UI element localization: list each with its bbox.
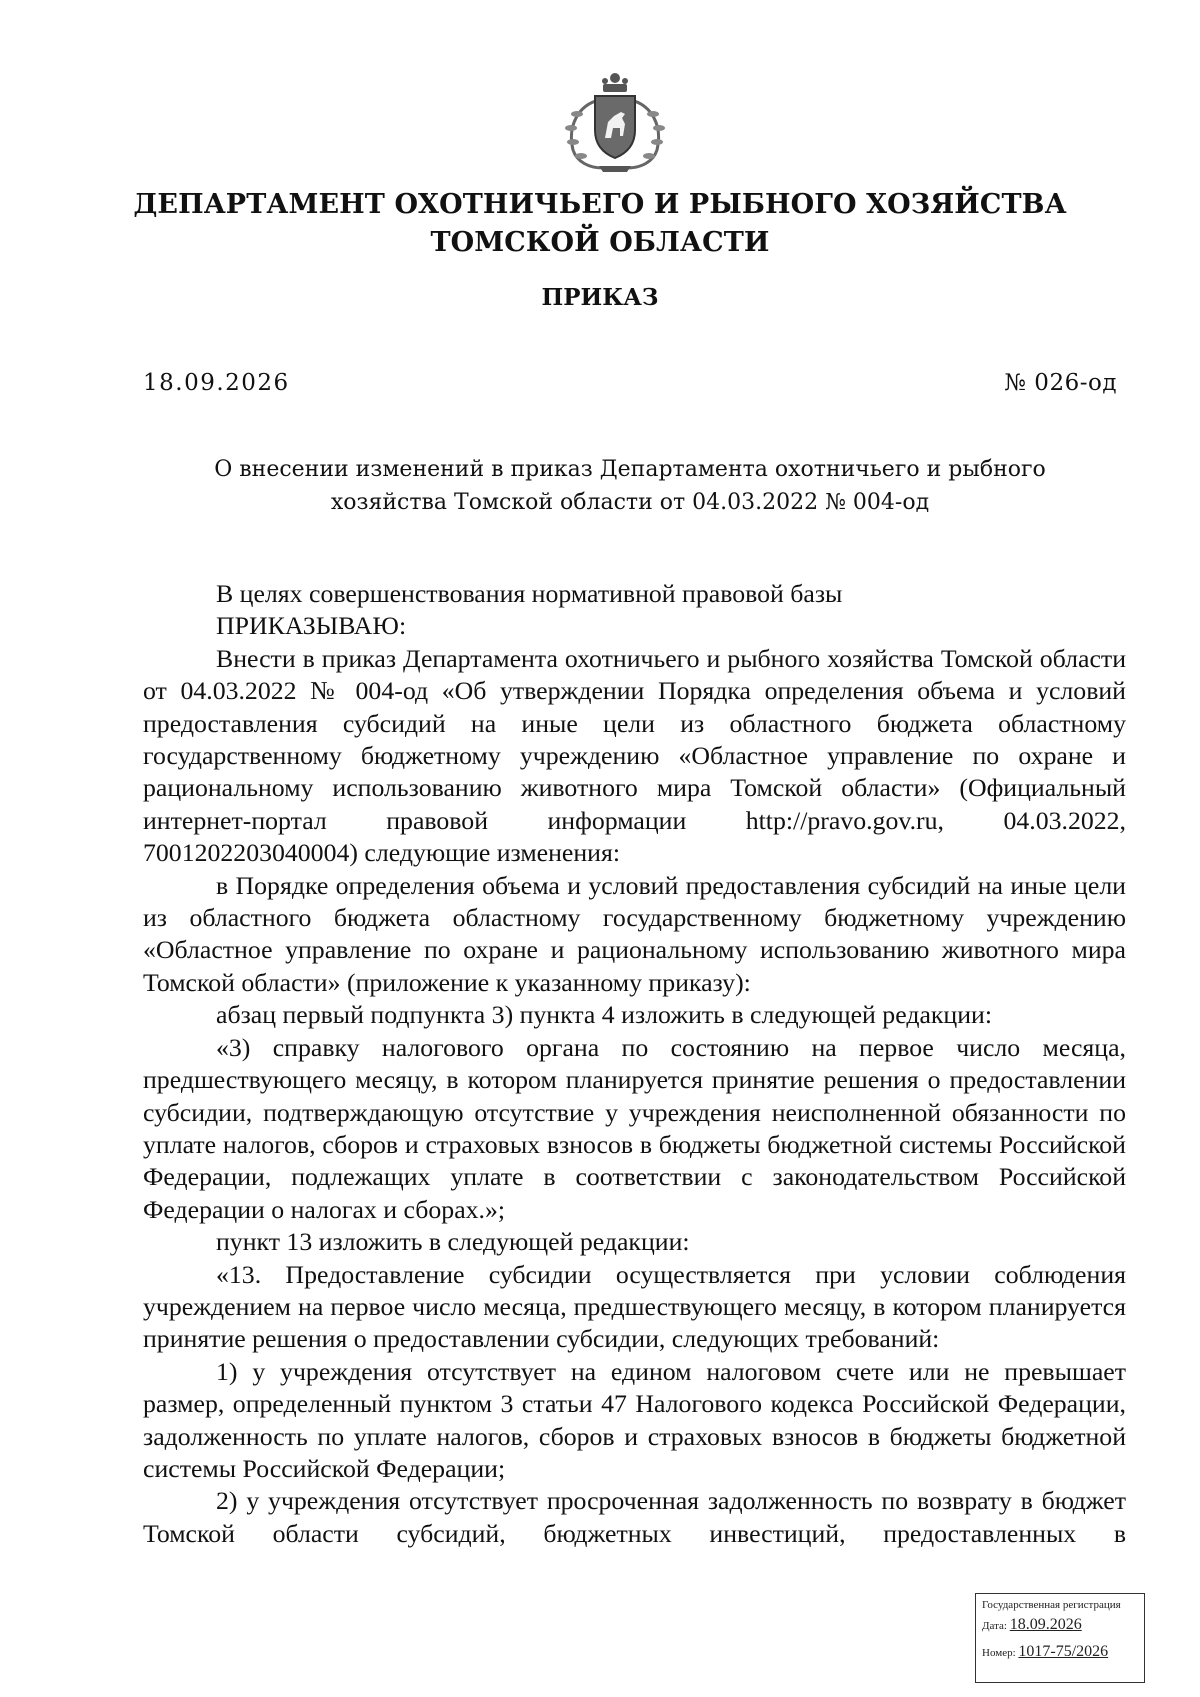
registration-number-value: 1017-75/2026 <box>1018 1643 1109 1660</box>
registration-date-row <box>982 1612 1138 1639</box>
body-paragraph-6: «13. Предоставление субсидии осуществляется при условии соблюдения учреждением на первое число месяца, предшествующего месяцу, в котором планируется принятие решения о предоставлении субсидии, следующих требований: <box>143 1259 1126 1354</box>
body-paragraph-7: 1) у учреждения отсутствует на едином налоговом счете или не превышает размер, определенный пунктом 3 статьи 47 Налогового кодекса Российской Федерации, задолженность по уплате налогов, сборов и страховых взносов в бюджеты бюджетной системы Российской Федерации; <box>143 1356 1126 1483</box>
document-number: № 026-од <box>1004 370 1117 396</box>
registration-stamp <box>975 1593 1145 1683</box>
preamble-paragraph: В целях совершенствования нормативной правовой базы <box>216 579 843 608</box>
coat-of-arms-emblem <box>559 70 671 174</box>
document-body <box>143 578 1126 1550</box>
document-subject: О внесении изменений в приказ Департамента охотничьего и рыбного хозяйства Томской области от 04.03.2022 № 004-од <box>214 457 1046 515</box>
body-paragraph-3: абзац первый подпункта 3) пункта 4 изложить в следующей редакции: <box>216 1000 993 1030</box>
registration-number-label: Номер: <box>982 1647 1016 1659</box>
document-type: ПРИКАЗ <box>541 284 659 311</box>
body-paragraph-1: Внести в приказ Департамента охотничьего и рыбного хозяйства Томской области от 04.03.2022 № 004-од «Об утверждении Порядка определения объема и условий предоставления субсидий на иные цели из областного бюджета областному государственному бюджетному учреждению «Областное управление по охране и рациональному использованию животного мира Томской области» (Официальный интернет-портал правовой информации http://pravo.gov.ru, 04.03.2022, 7001202203040004) следующие изменения: <box>143 643 1126 868</box>
body-paragraph-8: 2) у учреждения отсутствует просроченная задолженность по возврату в бюджет Томской области субсидий, бюджетных инвестиций, предоставленных в <box>143 1486 1126 1548</box>
orders-paragraph: ПРИКАЗЫВАЮ: <box>216 611 407 641</box>
department-title <box>0 186 1200 262</box>
department-title-text: ДЕПАРТАМЕНТ ОХОТНИЧЬЕГО И РЫБНОГО ХОЗЯЙСТВА ТОМСКОЙ ОБЛАСТИ <box>133 189 1067 258</box>
registration-number-row <box>982 1639 1138 1666</box>
registration-date-label: Дата: <box>982 1620 1007 1632</box>
body-paragraph-5: пункт 13 изложить в следующей редакции: <box>216 1227 690 1257</box>
body-paragraph-2: в Порядке определения объема и условий предоставления субсидий на иные цели из областного бюджета областному государственному бюджетному учреждению «Областное управление по охране и рациональному использованию животного мира Томской области» (приложение к указанному приказу): <box>143 870 1126 997</box>
registration-date-value: 18.09.2026 <box>1009 1616 1082 1633</box>
document-date: 18.09.2026 <box>143 370 290 396</box>
registration-title: Государственная регистрация <box>982 1599 1121 1611</box>
body-paragraph-4: «3) справку налогового органа по состоянию на первое число месяца, предшествующего месяцу, в котором планируется принятие решения о предоставлении субсидии, подтверждающую отсутствие у учреждения неисполненной обязанности по уплате налогов, сборов и страховых взносов в бюджеты бюджетной системы Российской Федерации, подлежащих уплате в соответствии с законодательством Российской Федерации о налогах и сборах.»; <box>143 1032 1126 1224</box>
